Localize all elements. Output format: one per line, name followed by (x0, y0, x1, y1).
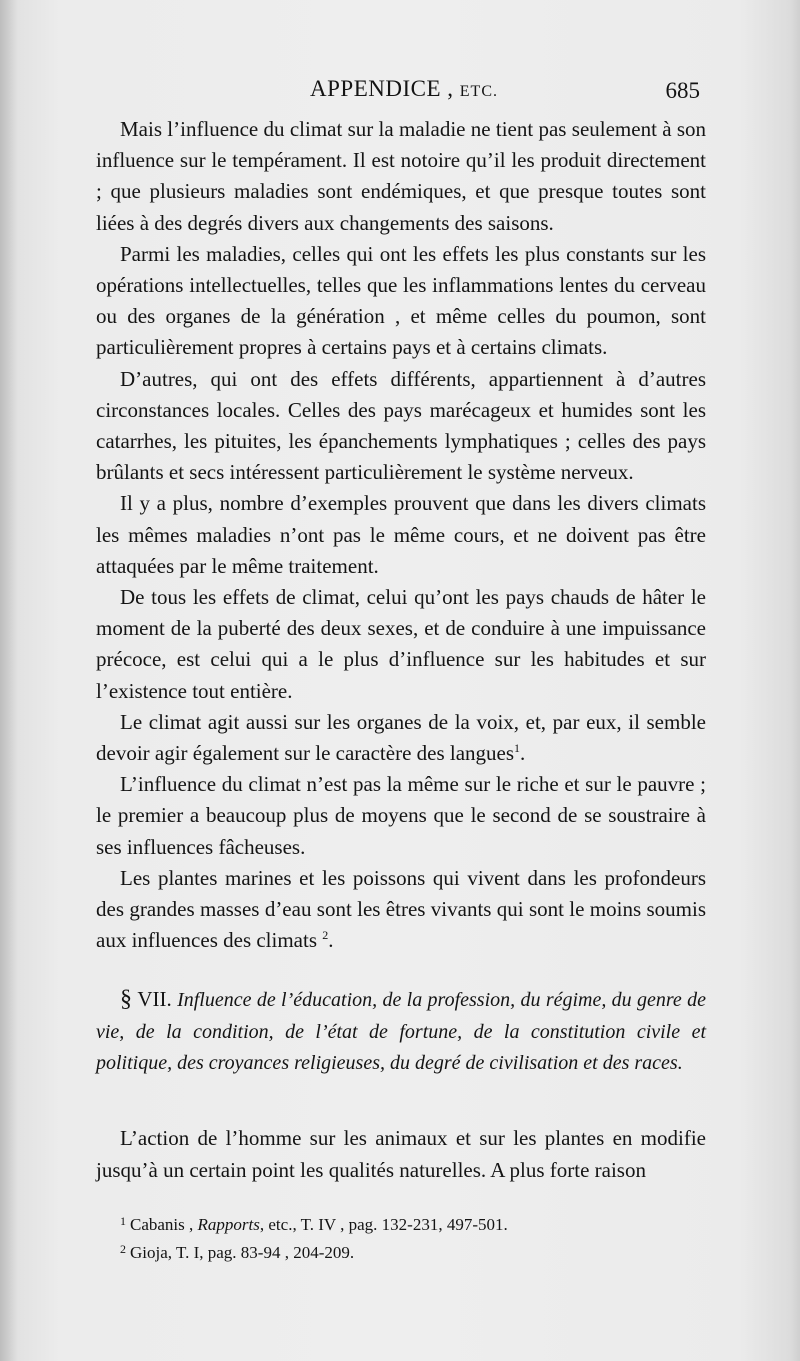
running-header (120, 76, 700, 110)
section-heading (96, 984, 706, 1080)
footnote-ref: 1 (514, 741, 521, 756)
paragraph: Parmi les maladies, celles qui ont les effets les plus constants sur les opérations intellectuelles, telles que les inflammations lentes du cerveau ou des organes de la génération , et même celles du poumon, sont particulièrement propres à certains pays et à certains climats. (96, 241, 706, 360)
footnotes (120, 1209, 680, 1265)
section-title: Influence de l’éducation, de la profession, du régime, du genre de vie, de la condition, de l’état de fortune, de la constitution civile et politique, des croyances religieuses, du degré de civilisation et des races. (96, 989, 707, 1074)
footnote: $^1$ Cabanis , Rapports, etc., T. IV , pag. 132-231, 497-501. (120, 1214, 508, 1234)
body-text (96, 114, 706, 956)
paragraph: Le climat agit aussi sur les organes de la voix, et, par eux, il semble devoir agir également sur le caractère des langues$^1$. (96, 709, 706, 766)
footnote: $^2$ Gioja, T. I, pag. 83-94 , 204-209. (120, 1242, 355, 1262)
footnote-number: 1 (120, 1214, 126, 1228)
running-title-suffix: ETC. (459, 83, 498, 100)
closing-paragraph: L’action de l’homme sur les animaux et sur les plantes en modifie jusqu’à un certain point les qualités naturelles. A plus forte raison (96, 1126, 706, 1182)
paragraph: Il y a plus, nombre d’exemples prouvent que dans les divers climats les mêmes maladies n’ont pas le même cours, et ne doivent pas être attaquées par le même traitement. (96, 491, 706, 578)
footnote-work: Rapports (197, 1215, 260, 1234)
footnote-number: 2 (120, 1242, 126, 1256)
paragraph: D’autres, qui ont des effets différents, appartiennent à d’autres circonstances locales. Celles des pays marécageux et humides sont les catarrhes, les pituites, les épanchements lymphatiques ; celles des pays brûlants et secs intéressent particulièrement le système nerveux. (96, 366, 706, 485)
paragraph: Les plantes marines et les poissons qui vivent dans les profondeurs des grandes masses d’eau sont les êtres vivants qui sont le moins soumis aux influences des climats $^2$. (96, 865, 706, 953)
page-number: 685 (665, 78, 700, 103)
running-title: APPENDICE , ETC. (310, 76, 498, 101)
paragraph: De tous les effets de climat, celui qu’ont les pays chauds de hâter le moment de la puberté des deux sexes, et de conduire à une impuissance précoce, est celui qui a le plus d’influence sur les habitudes et sur l’existence tout entière. (96, 585, 706, 703)
footnote-ref: 2 (322, 928, 329, 943)
paragraph: Mais l’influence du climat sur la maladie ne tient pas seulement à son influence sur le tempérament. Il est notoire qu’il les produit directement ; que plusieurs maladies sont endémiques, et que presque toutes sont liées à des degrés divers aux changements des saisons. (96, 117, 706, 235)
section-number: VII. (137, 987, 172, 1011)
section-sign: § (120, 986, 132, 1012)
paragraph: L’influence du climat n’est pas la même sur le riche et sur le pauvre ; le premier a beaucoup plus de moyens que le second de se soustraire à ses influences fâcheuses. (96, 772, 706, 859)
